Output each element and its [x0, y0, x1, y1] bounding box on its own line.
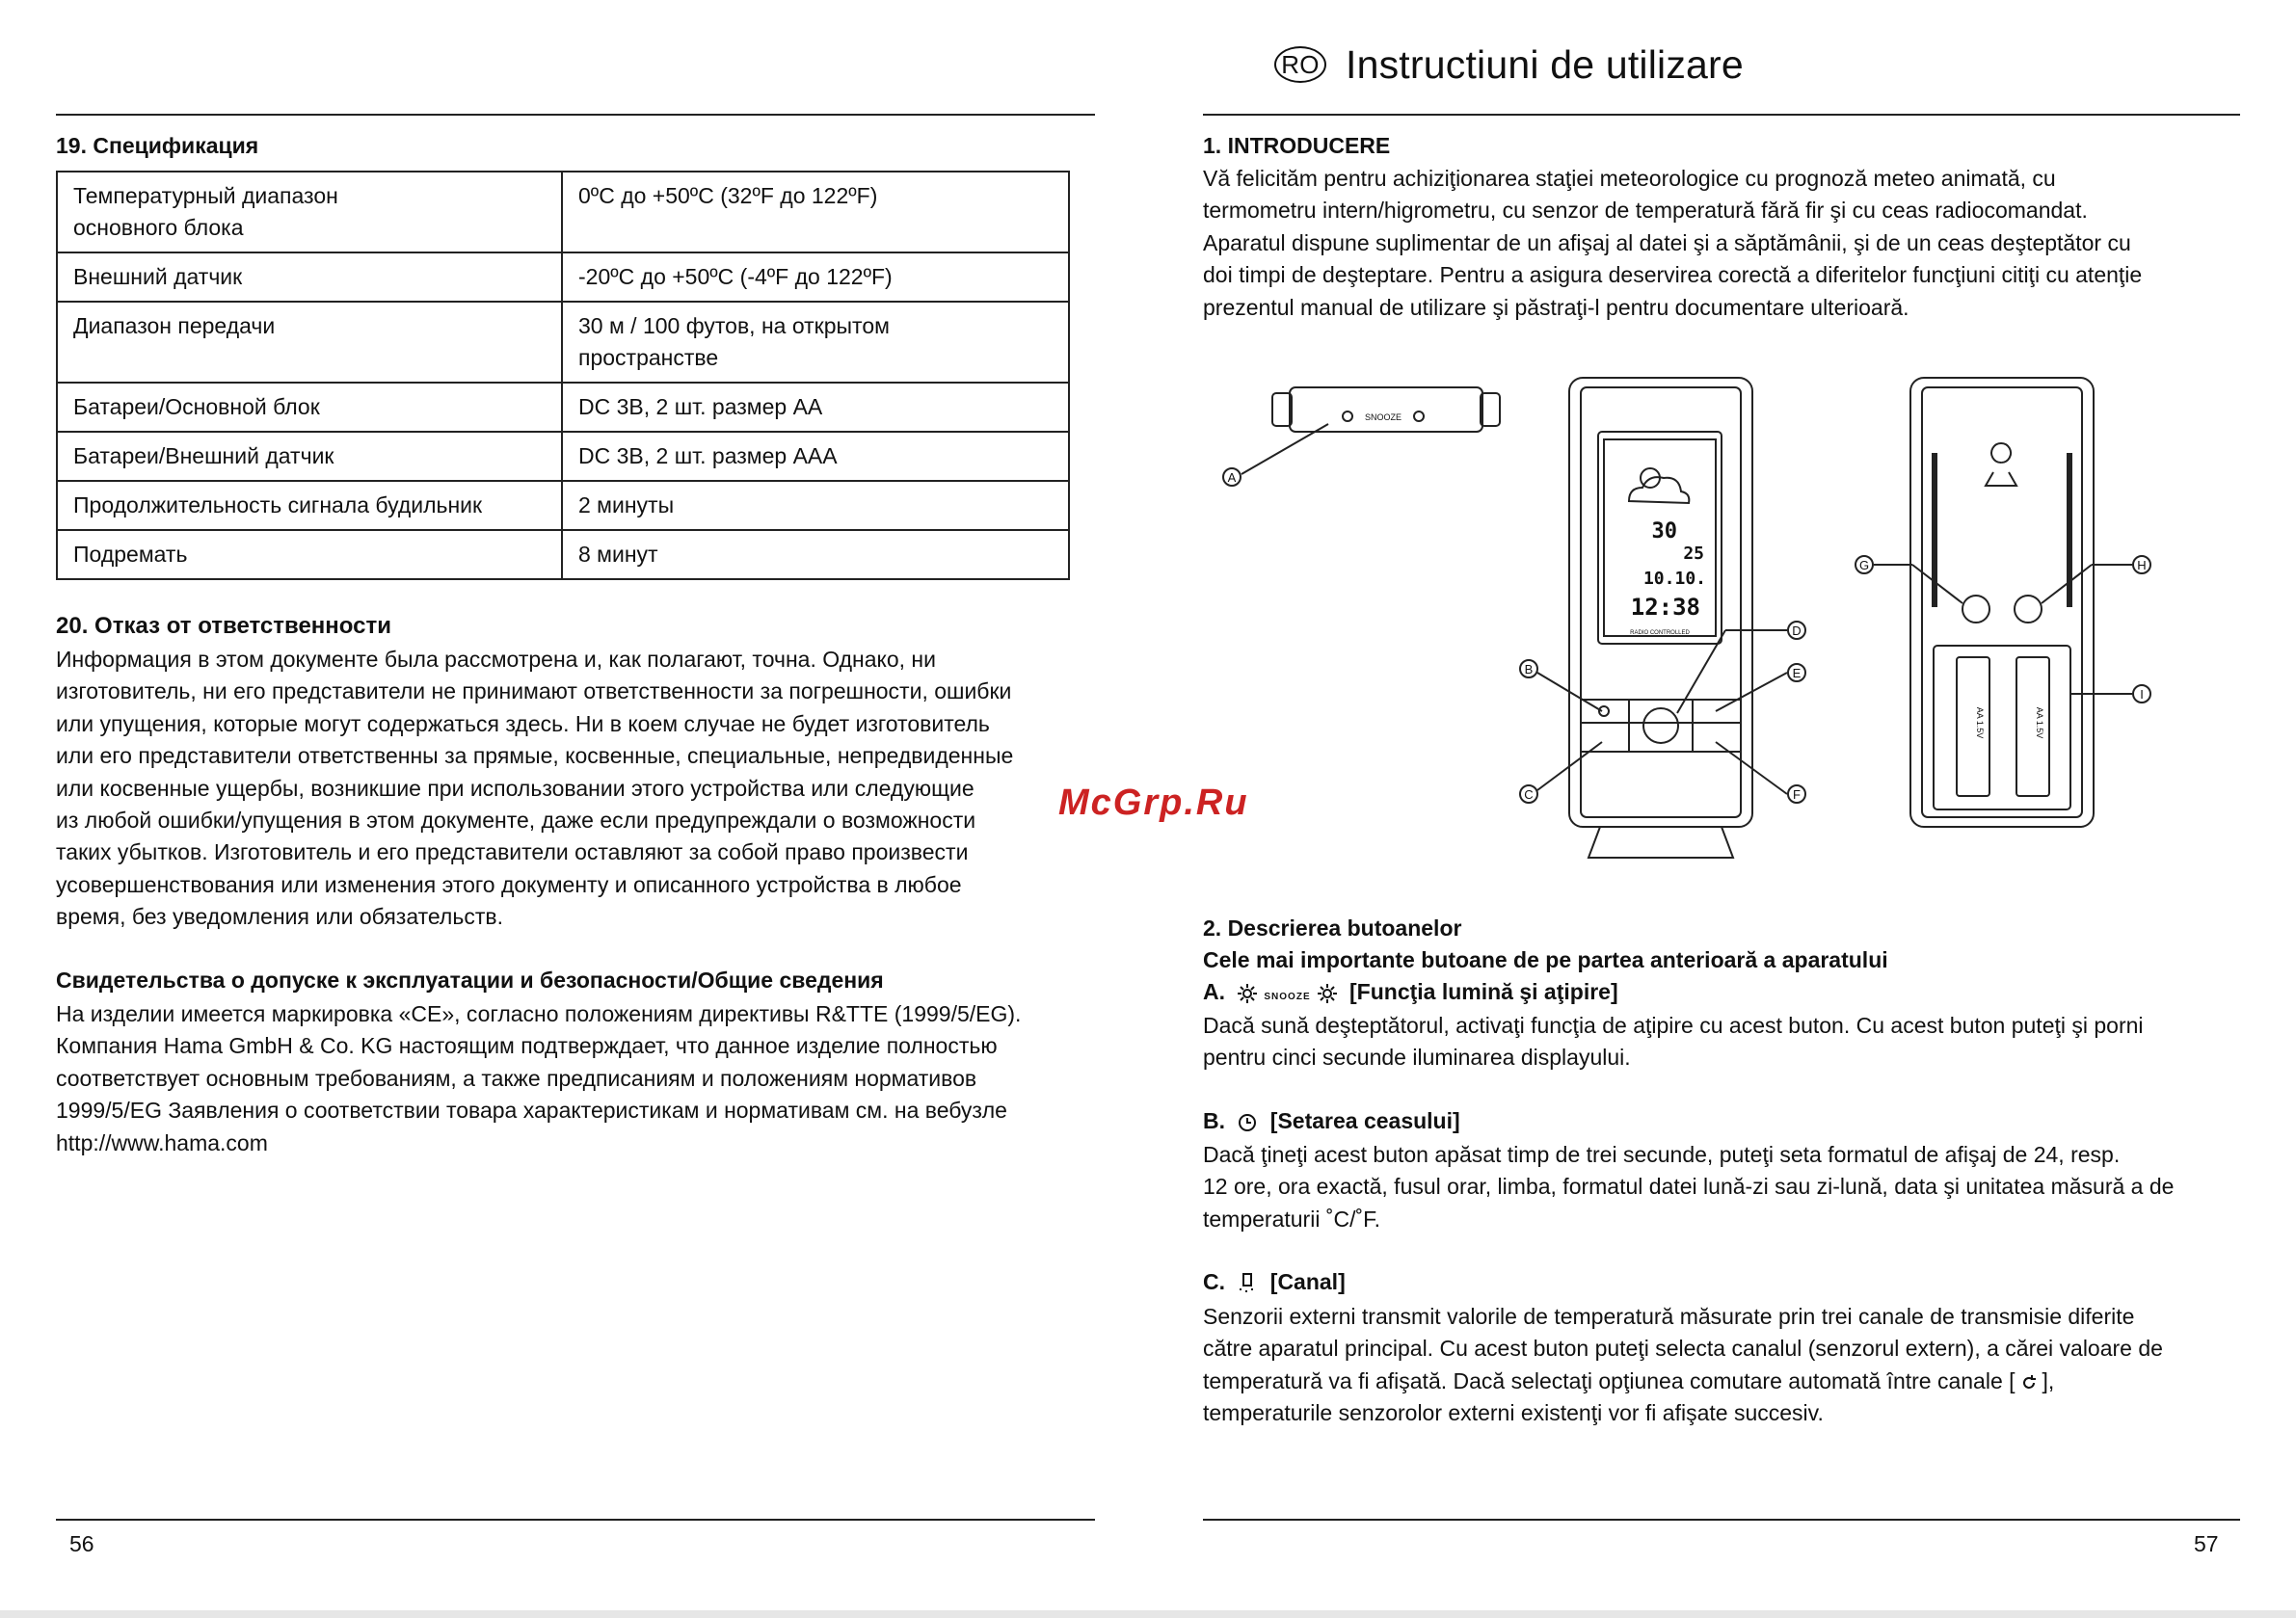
text-line: Dacă sună deşteptătorul, activaţi funcţia de aţipire cu acest buton. Cu acest buton puteţi şi porni	[1203, 1013, 2144, 1038]
item-c-text	[1203, 1301, 2163, 1430]
text-line: http://www.hama.com	[56, 1129, 268, 1155]
item-c-heading	[1203, 1269, 1346, 1295]
radio-controlled-label: RADIO CONTROLLED	[1630, 630, 1690, 636]
light-sun-icon	[1237, 983, 1258, 1004]
item-c-line: Senzorii externi transmit valorile de temperatură măsurate prin trei canale de transmisie diferite	[1203, 1304, 2135, 1329]
spec-table	[56, 171, 1070, 580]
header-title: Instructiuni de utilizare	[1346, 42, 1744, 87]
spec-value-line: 30 м / 100 футов, на открытом	[578, 313, 890, 338]
button-center-snooze	[1643, 708, 1678, 743]
spec-value-cell	[562, 432, 1069, 481]
spec-value-line: 0ºC до +50ºC (32ºF до 122ºF)	[578, 183, 878, 208]
text-line: соответствует основным требованиям, а также предписаниям и положениям нормативов	[56, 1065, 977, 1091]
back-unit	[1910, 378, 2094, 827]
spec-key-cell	[57, 172, 562, 252]
spec-value-cell	[562, 481, 1069, 530]
item-c-line: temperaturile senzorolor externi existenţi vor fi afişate succesiv.	[1203, 1400, 1824, 1426]
spec-value-line: DC 3В, 2 шт. размер ААА	[578, 443, 838, 468]
lcd-reading-4: 12:38	[1630, 594, 1700, 621]
callout-d: D	[1792, 623, 1802, 638]
item-c-letter: C.	[1203, 1269, 1225, 1294]
stand	[1589, 827, 1733, 858]
device-illustration	[1205, 366, 2169, 887]
snooze-word: SNOOZE	[1264, 992, 1311, 1002]
right-page-number: 57	[2194, 1531, 2219, 1556]
intro-heading: 1. INTRODUCERE	[1203, 133, 1391, 158]
spec-row	[57, 481, 1069, 530]
right-top-rule	[1203, 114, 2240, 116]
spec-value-cell	[562, 530, 1069, 579]
spec-value-line: 2 минуты	[578, 492, 675, 517]
spec-row	[57, 302, 1069, 383]
item-b-heading	[1203, 1108, 1460, 1134]
spec-value-cell	[562, 172, 1069, 252]
button-g	[1962, 596, 1989, 623]
item-c-line: temperatură va fi afişată. Dacă selectaţi opţiunea comutare automată între canale [ ],	[1203, 1367, 2055, 1393]
button-h	[2015, 596, 2042, 623]
spec-key-line: Батареи/Основной блок	[73, 394, 320, 419]
spec-key-line: Батареи/Внешний датчик	[73, 443, 334, 468]
item-c-title: [Canal]	[1269, 1269, 1346, 1294]
light-icon-right	[1414, 411, 1424, 421]
text-line: Dacă ţineţi acest buton apăsat timp de trei secunde, puteţi seta formatul de afişaj de 24, resp.	[1203, 1142, 2121, 1167]
spec-key-line: Подремать	[73, 542, 188, 567]
spec-key-line: Внешний датчик	[73, 264, 243, 289]
spec-key-line: Температурный диапазон	[73, 183, 338, 208]
top-snooze-text: SNOOZE	[1364, 412, 1402, 422]
disclaimer-heading: 20. Отказ от ответственности	[56, 613, 391, 639]
text-line: temperaturii ˚C/˚F.	[1203, 1206, 1381, 1232]
item-c-line: către aparatul principal. Cu acest buton puteţi selecta canalul (senzorul extern), a cărei valoare de	[1203, 1336, 2163, 1362]
auto-scroll-icon	[2019, 1373, 2039, 1393]
lcd-reading-2: 25	[1683, 544, 1704, 564]
buttons-subheading: Cele mai importante butoane de pe partea anterioară a aparatului	[1203, 947, 1888, 972]
left-bottom-rule	[56, 1519, 1095, 1521]
callout-i: I	[2140, 687, 2144, 702]
text-line: doi timpi de deşteptare. Pentru a asigura deservirea corectă a diferitelor funcţiuni citiţi cu atenţie	[1203, 262, 2143, 288]
spec-key-cell	[57, 252, 562, 302]
left-top-rule	[56, 114, 1095, 116]
item-b-letter: B.	[1203, 1108, 1225, 1133]
cert-heading: Свидетельства о допуске к эксплуатации и безопасности/Общие сведения	[56, 968, 884, 993]
hanging-hole	[1986, 443, 2016, 486]
callout-f: F	[1793, 787, 1801, 802]
callout-c: C	[1524, 787, 1534, 802]
spec-key-line: Диапазон передачи	[73, 313, 276, 338]
text-line: pentru cinci secunde iluminarea displayului.	[1203, 1045, 1631, 1071]
channel-icon	[1237, 1272, 1258, 1295]
spec-value-cell	[562, 252, 1069, 302]
clock-icon	[1237, 1112, 1258, 1133]
item-a-text	[1203, 1010, 2144, 1074]
spec-value-cell	[562, 383, 1069, 432]
spec-row	[57, 252, 1069, 302]
text-line: Информация в этом документе была рассмотрена и, как полагают, точна. Однако, ни	[56, 647, 936, 672]
spec-heading: 19. Спецификация	[56, 133, 259, 158]
lcd-reading-1: 30	[1651, 519, 1677, 544]
spec-key-cell	[57, 302, 562, 383]
text-line: На изделии имеется маркировка «CE», согласно положениям директивы R&TTE (1999/5/EG).	[56, 1001, 1022, 1026]
callout-b: B	[1524, 662, 1534, 676]
left-page-number: 56	[69, 1531, 94, 1556]
language-badge: RO	[1274, 46, 1326, 83]
text-line: усовершенствования или изменения этого документу и описанного устройства в любое	[56, 871, 962, 897]
text-line: или упущения, которые могут содержаться здесь. Ни в коем случае не будет изготовитель	[56, 710, 990, 736]
text-line: prezentul manual de utilizare şi păstraţi-l pentru documentare ulterioară.	[1203, 294, 1909, 320]
text-line: изготовитель, ни его представители не принимают ответственности за погрешности, ошибки	[56, 678, 1012, 704]
cert-text	[56, 998, 1021, 1159]
text-line: или косвенные ущербы, возникшие при использовании этого устройства или следующие	[56, 775, 974, 801]
spec-key-cell	[57, 481, 562, 530]
item-b-text	[1203, 1139, 2174, 1235]
intro-text	[1203, 163, 2142, 324]
item-a-heading	[1203, 979, 1618, 1005]
text-line: 1999/5/EG Заявления о соответствии товара характеристикам и нормативам см. на вебузле	[56, 1098, 1007, 1124]
spec-key-line: основного блока	[73, 215, 244, 240]
spec-key-line: Продолжительность сигнала будильник	[73, 492, 483, 517]
spec-row	[57, 172, 1069, 252]
battery-label-2: AA 1.5V	[2035, 706, 2044, 739]
callout-h: H	[2137, 558, 2147, 572]
text-line: Vă felicităm pentru achiziţionarea staţiei meteorologice cu prognoză meteo animată, cu	[1203, 166, 2056, 191]
spec-row	[57, 432, 1069, 481]
buttons-heading: 2. Descrierea butoanelor	[1203, 915, 1462, 941]
item-b-title: [Setarea ceasului]	[1269, 1108, 1460, 1133]
text-line: termometru intern/higrometru, cu senzor de temperatură fără fir şi cu ceas radiocomandat.	[1203, 198, 2088, 224]
spec-row	[57, 530, 1069, 579]
bottom-scan-strip	[0, 1610, 2296, 1618]
spec-key-cell	[57, 432, 562, 481]
lcd-reading-3: 10.10.	[1642, 569, 1706, 589]
text-line: Компания Hama GmbH & Co. KG настоящим подтверждает, что данное изделие полностью	[56, 1033, 998, 1059]
disclaimer-text	[56, 644, 1013, 934]
spec-value-line: пространстве	[578, 345, 719, 370]
text-line: таких убытков. Изготовитель и его представители оставляют за собой право произвести	[56, 839, 969, 865]
spec-key-cell	[57, 383, 562, 432]
text-line: время, без уведомления или обязательств.	[56, 904, 503, 930]
right-bottom-rule	[1203, 1519, 2240, 1521]
spec-row	[57, 383, 1069, 432]
text-line: Aparatul dispune suplimentar de un afişaj al datei şi a săptămânii, şi de un ceas deşteptător cu	[1203, 229, 2131, 255]
watermark: McGrp.Ru	[1058, 782, 1249, 823]
light-icon-left	[1343, 411, 1352, 421]
text-line: или его представители ответственны за прямые, косвенные, специальные, непредвиденные	[56, 743, 1014, 769]
callout-a: A	[1227, 470, 1237, 485]
callout-e: E	[1792, 666, 1802, 680]
text-line: из любой ошибки/упущения в этом документе, даже если предупреждали о возможности	[56, 808, 976, 834]
spec-key-cell	[57, 530, 562, 579]
battery-label-1: AA 1.5V	[1975, 706, 1985, 739]
spec-value-line: -20ºC до +50ºC (-4ºF до 122ºF)	[578, 264, 893, 289]
spec-value-cell	[562, 302, 1069, 383]
text-line: 12 ore, ora exactă, fusul orar, limba, formatul datei lună-zi sau zi-lună, data şi unitatea măsură a de	[1203, 1174, 2175, 1200]
light-sun-icon-2	[1317, 983, 1338, 1004]
item-a-title: [Funcţia lumină şi aţipire]	[1349, 979, 1618, 1004]
item-a-letter: A.	[1203, 979, 1225, 1004]
spec-value-line: 8 минут	[578, 542, 658, 567]
spec-value-line: DC 3В, 2 шт. размер АА	[578, 394, 823, 419]
page-header	[1274, 42, 1744, 88]
callout-g: G	[1858, 558, 1870, 572]
top-view-unit	[1290, 387, 1482, 432]
